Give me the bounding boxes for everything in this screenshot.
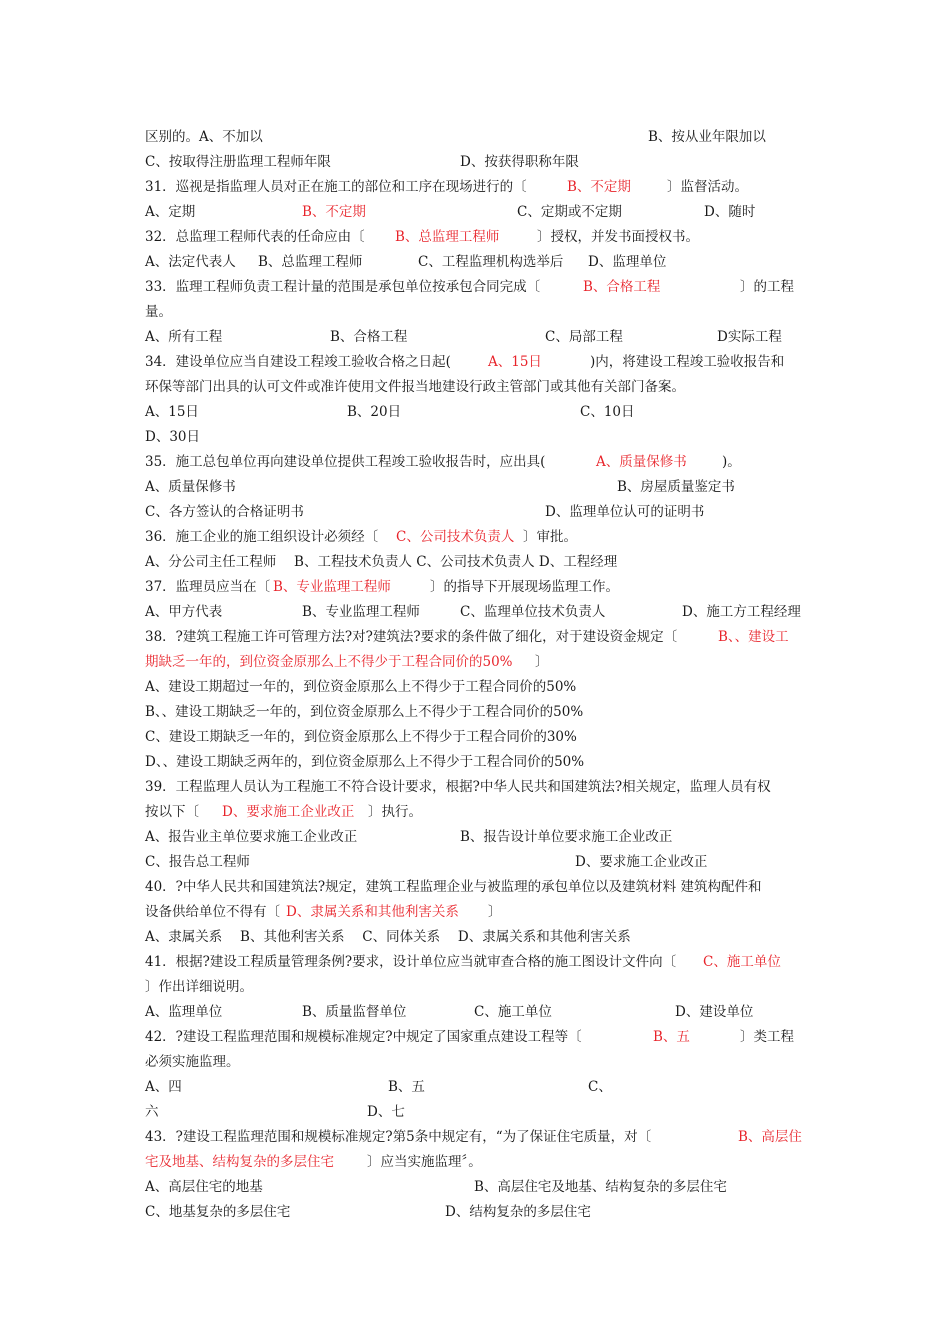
q38-stem: 38．?建筑工程施工许可管理方法?对?建筑法?要求的条件做了细化，对于建设资金规定〔: [145, 629, 678, 645]
q43-option-d: D、结构复杂的多层住宅: [445, 1204, 591, 1220]
q35-answer: A、质量保修书: [596, 454, 687, 470]
q38-option-d: D、、建设工期缺乏两年的，到位资金原那么上不得少于工程合同价的50%: [145, 754, 585, 770]
q30-line-a: [145, 127, 263, 147]
q34-option-b: B、20日: [347, 404, 402, 420]
q38-option-c: C、建设工期缺乏一年的，到位资金原那么上不得少于工程合同价的30%: [145, 729, 577, 745]
q41-option-b: B、质量监督单位: [302, 1004, 407, 1020]
q37-answer: B、专业监理工程师: [273, 579, 391, 595]
q32-option-c: C、工程监理机构选举后: [418, 254, 564, 270]
q32-option-b: B、总监理工程师: [258, 254, 363, 270]
q39-stem: 39．工程监理人员认为工程施工不符合设计要求，根据?中华人民共和国建筑法?相关规定，监理人员有权: [145, 779, 771, 795]
q33-stem: 33．监理工程师负责工程计量的范围是承包单位按承包合同完成〔: [145, 279, 541, 295]
q31-stem: 31．巡视是指监理人员对正在施工的部位和工序在现场进行的〔: [145, 179, 527, 195]
q42-stem-cont: 必须实施监理。: [145, 1054, 240, 1070]
q31-option-c: C、定期或不定期: [517, 204, 622, 220]
q31-option-b: B、不定期: [302, 204, 366, 220]
q37-stem-end: 〕的指导下开展现场监理工作。: [430, 579, 619, 595]
q39-stem-cont: 按以下〔: [145, 804, 199, 820]
q31-answer: B、不定期: [567, 179, 631, 195]
q31-option-a: A、定期: [145, 204, 196, 220]
q42-stem-end: 〕类工程: [740, 1029, 794, 1045]
q43-answer-part1: B、高层住: [738, 1129, 802, 1145]
q42-stem: 42．?建设工程监理范围和规模标准规定?中规定了国家重点建设工程等〔: [145, 1029, 582, 1045]
q38-option-b: B、、建设工期缺乏一年的，到位资金原那么上不得少于工程合同价的50%: [145, 704, 584, 720]
q35-option-c: C、各方签认的合格证明书: [145, 504, 304, 520]
q43-option-a: A、高层住宅的地基: [145, 1179, 263, 1195]
q33-answer: B、合格工程: [583, 279, 661, 295]
q37-option-d: D、施工方工程经理: [682, 604, 801, 620]
q38-option-a: A、建设工期超过一年的，到位资金原那么上不得少于工程合同价的50%: [145, 679, 577, 695]
q43-option-b: B、高层住宅及地基、结构复杂的多层住宅: [474, 1179, 727, 1195]
q42-option-d: D、七: [367, 1104, 405, 1120]
q39-option-c: C、报告总工程师: [145, 854, 250, 870]
q31-option-d: D、随时: [704, 204, 756, 220]
q30-cont: 区别的。A、不加以: [145, 129, 263, 145]
q33-option-c: C、局部工程: [545, 329, 623, 345]
q41-option-a: A、监理单位: [145, 1004, 223, 1020]
q40-options: A、隶属关系 B、其他利害关系 C、同体关系 D、隶属关系和其他利害关系: [145, 929, 631, 945]
q42-option-c: C、: [588, 1079, 612, 1095]
q36-stem: 36．施工企业的施工组织设计必须经〔: [145, 529, 379, 545]
q40-stem-end: 〕: [488, 904, 502, 920]
q32-answer: B、总监理工程师: [395, 229, 500, 245]
q41-stem-end: 〕作出详细说明。: [145, 979, 253, 995]
q40-answer: D、隶属关系和其他利害关系: [286, 904, 459, 920]
q32-stem: 32．总监理工程师代表的任命应由〔: [145, 229, 365, 245]
q34-stem-end: )内，将建设工程竣工验收报告和: [590, 354, 785, 370]
q39-option-d: D、要求施工企业改正: [575, 854, 708, 870]
q34-stem-cont: 环保等部门出具的认可文件或准许使用文件报当地建设行政主管部门或其他有关部门备案。: [145, 379, 685, 395]
q39-answer: D、要求施工企业改正: [222, 804, 355, 820]
q36-answer: C、公司技术负责人: [396, 529, 515, 545]
q33-stem-cont: 量。: [145, 304, 172, 320]
q35-option-b: B、房屋质量鉴定书: [617, 479, 735, 495]
q42-answer: B、五: [653, 1029, 690, 1045]
q41-option-c: C、施工单位: [474, 1004, 552, 1020]
q42-option-a: A、四: [145, 1079, 182, 1095]
q36-options: A、分公司主任工程师 B、工程技术负责人 C、公司技术负责人 D、工程经理: [145, 554, 618, 570]
q35-option-d: D、监理单位认可的证明书: [545, 504, 705, 520]
q43-option-c: C、地基复杂的多层住宅: [145, 1204, 291, 1220]
q30-option-c: C、按取得注册监理工程师年限: [145, 154, 331, 170]
q43-answer-part2: 宅及地基、结构复杂的多层住宅: [145, 1154, 334, 1170]
q33-option-d: D实际工程: [717, 329, 782, 345]
q33-stem-end: 〕的工程: [740, 279, 794, 295]
q40-stem: 40．?中华人民共和国建筑法?规定，建筑工程监理企业与被监理的承包单位以及建筑材料 建筑构配件和: [145, 879, 762, 895]
q30-option-b: B、按从业年限加以: [648, 129, 766, 145]
q34-option-d: D、30日: [145, 429, 201, 445]
q33-option-a: A、所有工程: [145, 329, 223, 345]
q39-stem-end: 〕执行。: [368, 804, 422, 820]
q43-stem-end: 〕应当实施监理〞。: [367, 1154, 482, 1170]
q35-stem: 35．施工总包单位再向建设单位提供工程竣工验收报告时，应出具(: [145, 454, 546, 470]
q30-option-d: D、按获得职称年限: [460, 154, 579, 170]
q35-option-a: A、质量保修书: [145, 479, 236, 495]
q42-option-c-cont: 六: [145, 1104, 159, 1120]
q37-option-c: C、监理单位技术负责人: [460, 604, 606, 620]
q37-stem: 37．监理员应当在〔: [145, 579, 271, 595]
q34-option-c: C、10日: [580, 404, 635, 420]
q34-stem: 34．建设单位应当自建设工程竣工验收合格之日起(: [145, 354, 451, 370]
q32-option-d: D、监理单位: [588, 254, 667, 270]
q40-stem-cont: 设备供给单位不得有〔: [145, 904, 280, 920]
q38-answer-part1: B、、建设工: [718, 629, 789, 645]
q35-stem-end: )。: [722, 454, 741, 470]
q38-stem-end: 〕: [535, 654, 549, 670]
q37-option-b: B、专业监理工程师: [302, 604, 420, 620]
q42-option-b: B、五: [388, 1079, 425, 1095]
q31-stem-end: 〕监督活动。: [667, 179, 748, 195]
q32-option-a: A、法定代表人: [145, 254, 236, 270]
q39-option-a: A、报告业主单位要求施工企业改正: [145, 829, 358, 845]
q34-answer: A、15日: [488, 354, 542, 370]
q33-option-b: B、合格工程: [330, 329, 408, 345]
q36-stem-end: 〕审批。: [523, 529, 577, 545]
q41-answer: C、施工单位: [703, 954, 781, 970]
q34-option-a: A、15日: [145, 404, 199, 420]
q38-answer-part2: 期缺乏一年的，到位资金原那么上不得少于工程合同价的50%: [145, 654, 513, 670]
q41-stem: 41．根据?建设工程质量管理条例?要求，设计单位应当就审查合格的施工图设计文件向〔: [145, 954, 677, 970]
q37-option-a: A、甲方代表: [145, 604, 223, 620]
q39-option-b: B、报告设计单位要求施工企业改正: [460, 829, 673, 845]
q41-option-d: D、建设单位: [675, 1004, 754, 1020]
q43-stem: 43．?建设工程监理范围和规模标准规定?第5条中规定有，“为了保证住宅质量，对〔: [145, 1129, 652, 1145]
q32-stem-end: 〕授权，并发书面授权书。: [537, 229, 699, 245]
